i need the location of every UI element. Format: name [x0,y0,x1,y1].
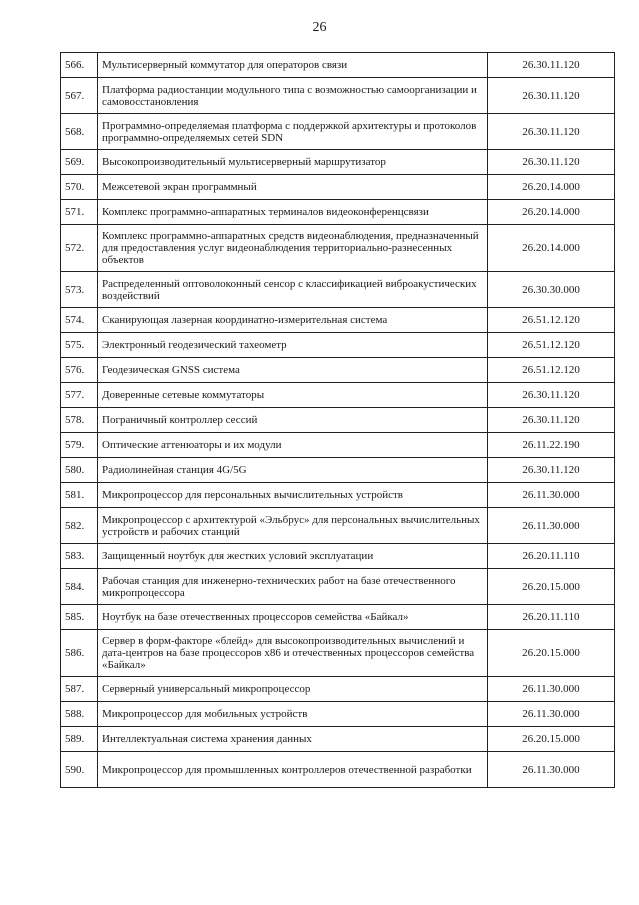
row-number: 587. [61,677,98,702]
table-row [61,333,615,358]
okpd-code: 26.51.12.120 [488,333,615,358]
product-name: Высокопроизводительный мультисерверный маршрутизатор [98,150,488,175]
row-number: 570. [61,175,98,200]
table-row [61,752,615,788]
page-number: 26 [312,20,327,35]
row-number: 588. [61,702,98,727]
table-row [61,358,615,383]
okpd-code: 26.30.11.120 [488,150,615,175]
table-row [61,702,615,727]
product-name: Интеллектуальная система хранения данных [98,727,488,752]
row-number: 579. [61,433,98,458]
okpd-code: 26.51.12.120 [488,308,615,333]
okpd-code: 26.30.11.120 [488,408,615,433]
product-name: Платформа радиостанции модульного типа с возможностью самоорганизации и самовосстановления [98,78,488,114]
table-row [61,114,615,150]
product-name: Программно-определяемая платформа с поддержкой архитектуры и протоколов программно-определяемых сетей SDN [98,114,488,150]
row-number: 577. [61,383,98,408]
product-name: Комплекс программно-аппаратных терминалов видеоконференцсвязи [98,200,488,225]
table-row [61,200,615,225]
okpd-code: 26.11.30.000 [488,677,615,702]
row-number: 573. [61,272,98,308]
product-name: Распределенный оптоволоконный сенсор с классификацией виброакустических воздействий [98,272,488,308]
okpd-code: 26.11.22.190 [488,433,615,458]
row-number: 572. [61,225,98,272]
product-name: Сканирующая лазерная координатно-измерительная система [98,308,488,333]
table-row [61,605,615,630]
okpd-code: 26.20.11.110 [488,544,615,569]
table-row [61,53,615,78]
product-name: Микропроцессор для мобильных устройств [98,702,488,727]
okpd-code: 26.30.11.120 [488,53,615,78]
product-name: Защищенный ноутбук для жестких условий эксплуатации [98,544,488,569]
table-row [61,408,615,433]
table-row [61,272,615,308]
okpd-code: 26.20.14.000 [488,200,615,225]
row-number: 571. [61,200,98,225]
product-name: Микропроцессор с архитектурой «Эльбрус» для персональных вычислительных устройств и рабочих станций [98,508,488,544]
product-name: Доверенные сетевые коммутаторы [98,383,488,408]
okpd-code: 26.20.14.000 [488,175,615,200]
table-row [61,433,615,458]
okpd-code: 26.11.30.000 [488,508,615,544]
okpd-code: 26.30.30.000 [488,272,615,308]
row-number: 569. [61,150,98,175]
okpd-code: 26.30.11.120 [488,114,615,150]
okpd-code: 26.20.11.110 [488,605,615,630]
okpd-code: 26.20.15.000 [488,630,615,677]
product-name: Ноутбук на базе отечественных процессоров семейства «Байкал» [98,605,488,630]
product-table [60,52,615,788]
product-name: Радиолинейная станция 4G/5G [98,458,488,483]
table-row [61,308,615,333]
okpd-code: 26.11.30.000 [488,752,615,788]
table-row [61,569,615,605]
okpd-code: 26.20.15.000 [488,569,615,605]
product-name: Комплекс программно-аппаратных средств видеонаблюдения, предназначенный для предоставления услуг видеонаблюдения территориально-разнесенных объектов [98,225,488,272]
table-body [61,53,615,788]
table-row [61,175,615,200]
table-row [61,483,615,508]
table-row [61,544,615,569]
okpd-code: 26.30.11.120 [488,383,615,408]
row-number: 575. [61,333,98,358]
row-number: 576. [61,358,98,383]
product-name: Микропроцессор для промышленных контроллеров отечественной разработки [98,752,488,788]
row-number: 578. [61,408,98,433]
product-name: Электронный геодезический тахеометр [98,333,488,358]
product-name: Геодезическая GNSS система [98,358,488,383]
row-number: 582. [61,508,98,544]
product-name: Пограничный контроллер сессий [98,408,488,433]
okpd-code: 26.51.12.120 [488,358,615,383]
product-name: Межсетевой экран программный [98,175,488,200]
row-number: 574. [61,308,98,333]
row-number: 568. [61,114,98,150]
row-number: 567. [61,78,98,114]
product-name: Сервер в форм-факторе «блейд» для высокопроизводительных вычислений и дата-центров на базе процессоров x86 и отечественных процессоров семейства «Байкал» [98,630,488,677]
product-name: Рабочая станция для инженерно-технических работ на базе отечественного микропроцессора [98,569,488,605]
okpd-code: 26.30.11.120 [488,78,615,114]
table-row [61,677,615,702]
row-number: 583. [61,544,98,569]
product-name: Мультисерверный коммутатор для операторов связи [98,53,488,78]
row-number: 581. [61,483,98,508]
okpd-code: 26.11.30.000 [488,483,615,508]
row-number: 586. [61,630,98,677]
table-row [61,78,615,114]
okpd-code: 26.30.11.120 [488,458,615,483]
product-name: Серверный универсальный микропроцессор [98,677,488,702]
row-number: 589. [61,727,98,752]
row-number: 580. [61,458,98,483]
product-name: Оптические аттенюаторы и их модули [98,433,488,458]
table-row [61,150,615,175]
table-row [61,508,615,544]
product-name: Микропроцессор для персональных вычислительных устройств [98,483,488,508]
row-number: 584. [61,569,98,605]
table-row [61,630,615,677]
row-number: 590. [61,752,98,788]
okpd-code: 26.11.30.000 [488,702,615,727]
row-number: 566. [61,53,98,78]
okpd-code: 26.20.14.000 [488,225,615,272]
table-row [61,458,615,483]
table-row [61,225,615,272]
okpd-code: 26.20.15.000 [488,727,615,752]
row-number: 585. [61,605,98,630]
table-row [61,727,615,752]
table-row [61,383,615,408]
